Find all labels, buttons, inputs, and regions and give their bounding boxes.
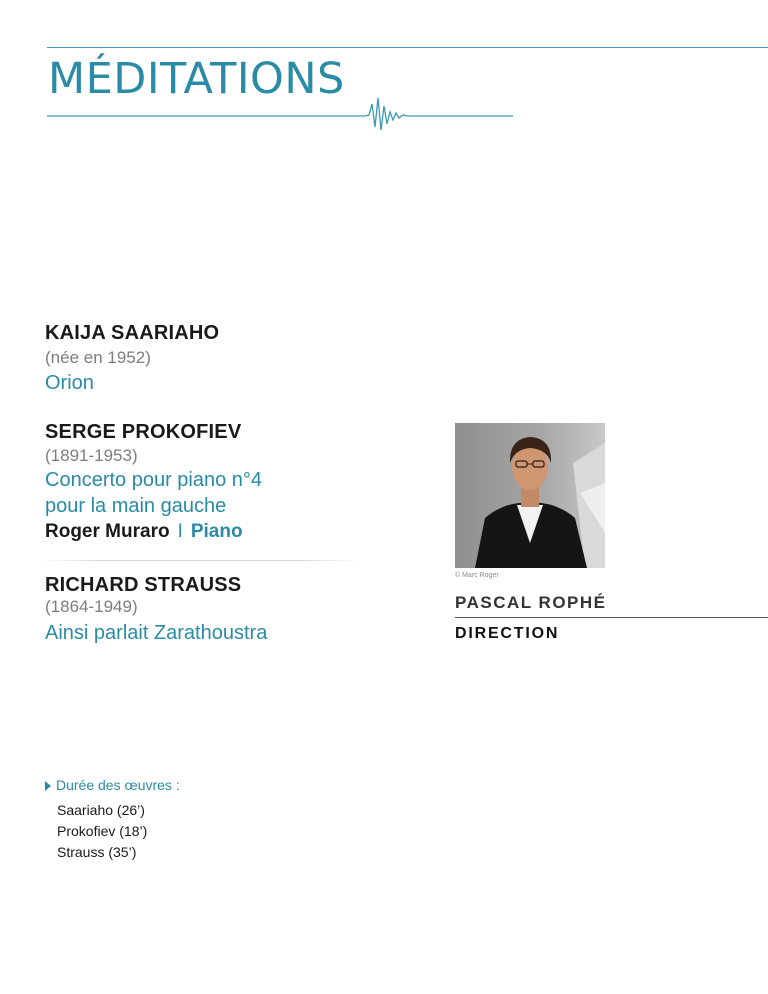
duration-item: Strauss (35’) (57, 844, 137, 860)
durations-heading (45, 777, 180, 793)
durations-heading-text: Durée des œuvres : (56, 777, 180, 793)
work-zarathoustra: Ainsi parlait Zarathoustra (45, 622, 268, 644)
waveform-divider (47, 94, 517, 134)
duration-item: Saariaho (26’) (57, 802, 145, 818)
caret-right-icon (45, 781, 51, 791)
soloist-role: Piano (190, 521, 243, 542)
composer-saariaho: KAIJA SAARIAHO (45, 322, 220, 344)
soloist-line (45, 521, 243, 543)
dates-strauss: (1864-1949) (45, 597, 138, 616)
work-concerto-line2: pour la main gauche (45, 495, 227, 517)
duration-item: Prokofiev (18’) (57, 823, 148, 839)
composer-strauss: RICHARD STRAUSS (45, 574, 242, 596)
top-rule (47, 47, 768, 48)
conductor-rule (455, 617, 768, 618)
conductor-name: PASCAL ROPHÉ (455, 593, 607, 612)
work-concerto-line1: Concerto pour piano n°4 (45, 469, 263, 491)
conductor-role: DIRECTION (455, 625, 560, 642)
dates-saariaho: (née en 1952) (45, 348, 151, 367)
photo-credit: © Marc Roger (455, 572, 499, 579)
soloist-separator: I (177, 521, 183, 542)
composer-prokofiev: SERGE PROKOFIEV (45, 421, 242, 443)
work-orion: Orion (45, 372, 94, 394)
soloist-name: Roger Muraro (45, 521, 170, 542)
section-divider (40, 560, 360, 561)
dates-prokofiev: (1891-1953) (45, 446, 138, 465)
page-title: MÉDITATIONS (48, 54, 345, 104)
conductor-photo (455, 423, 605, 568)
